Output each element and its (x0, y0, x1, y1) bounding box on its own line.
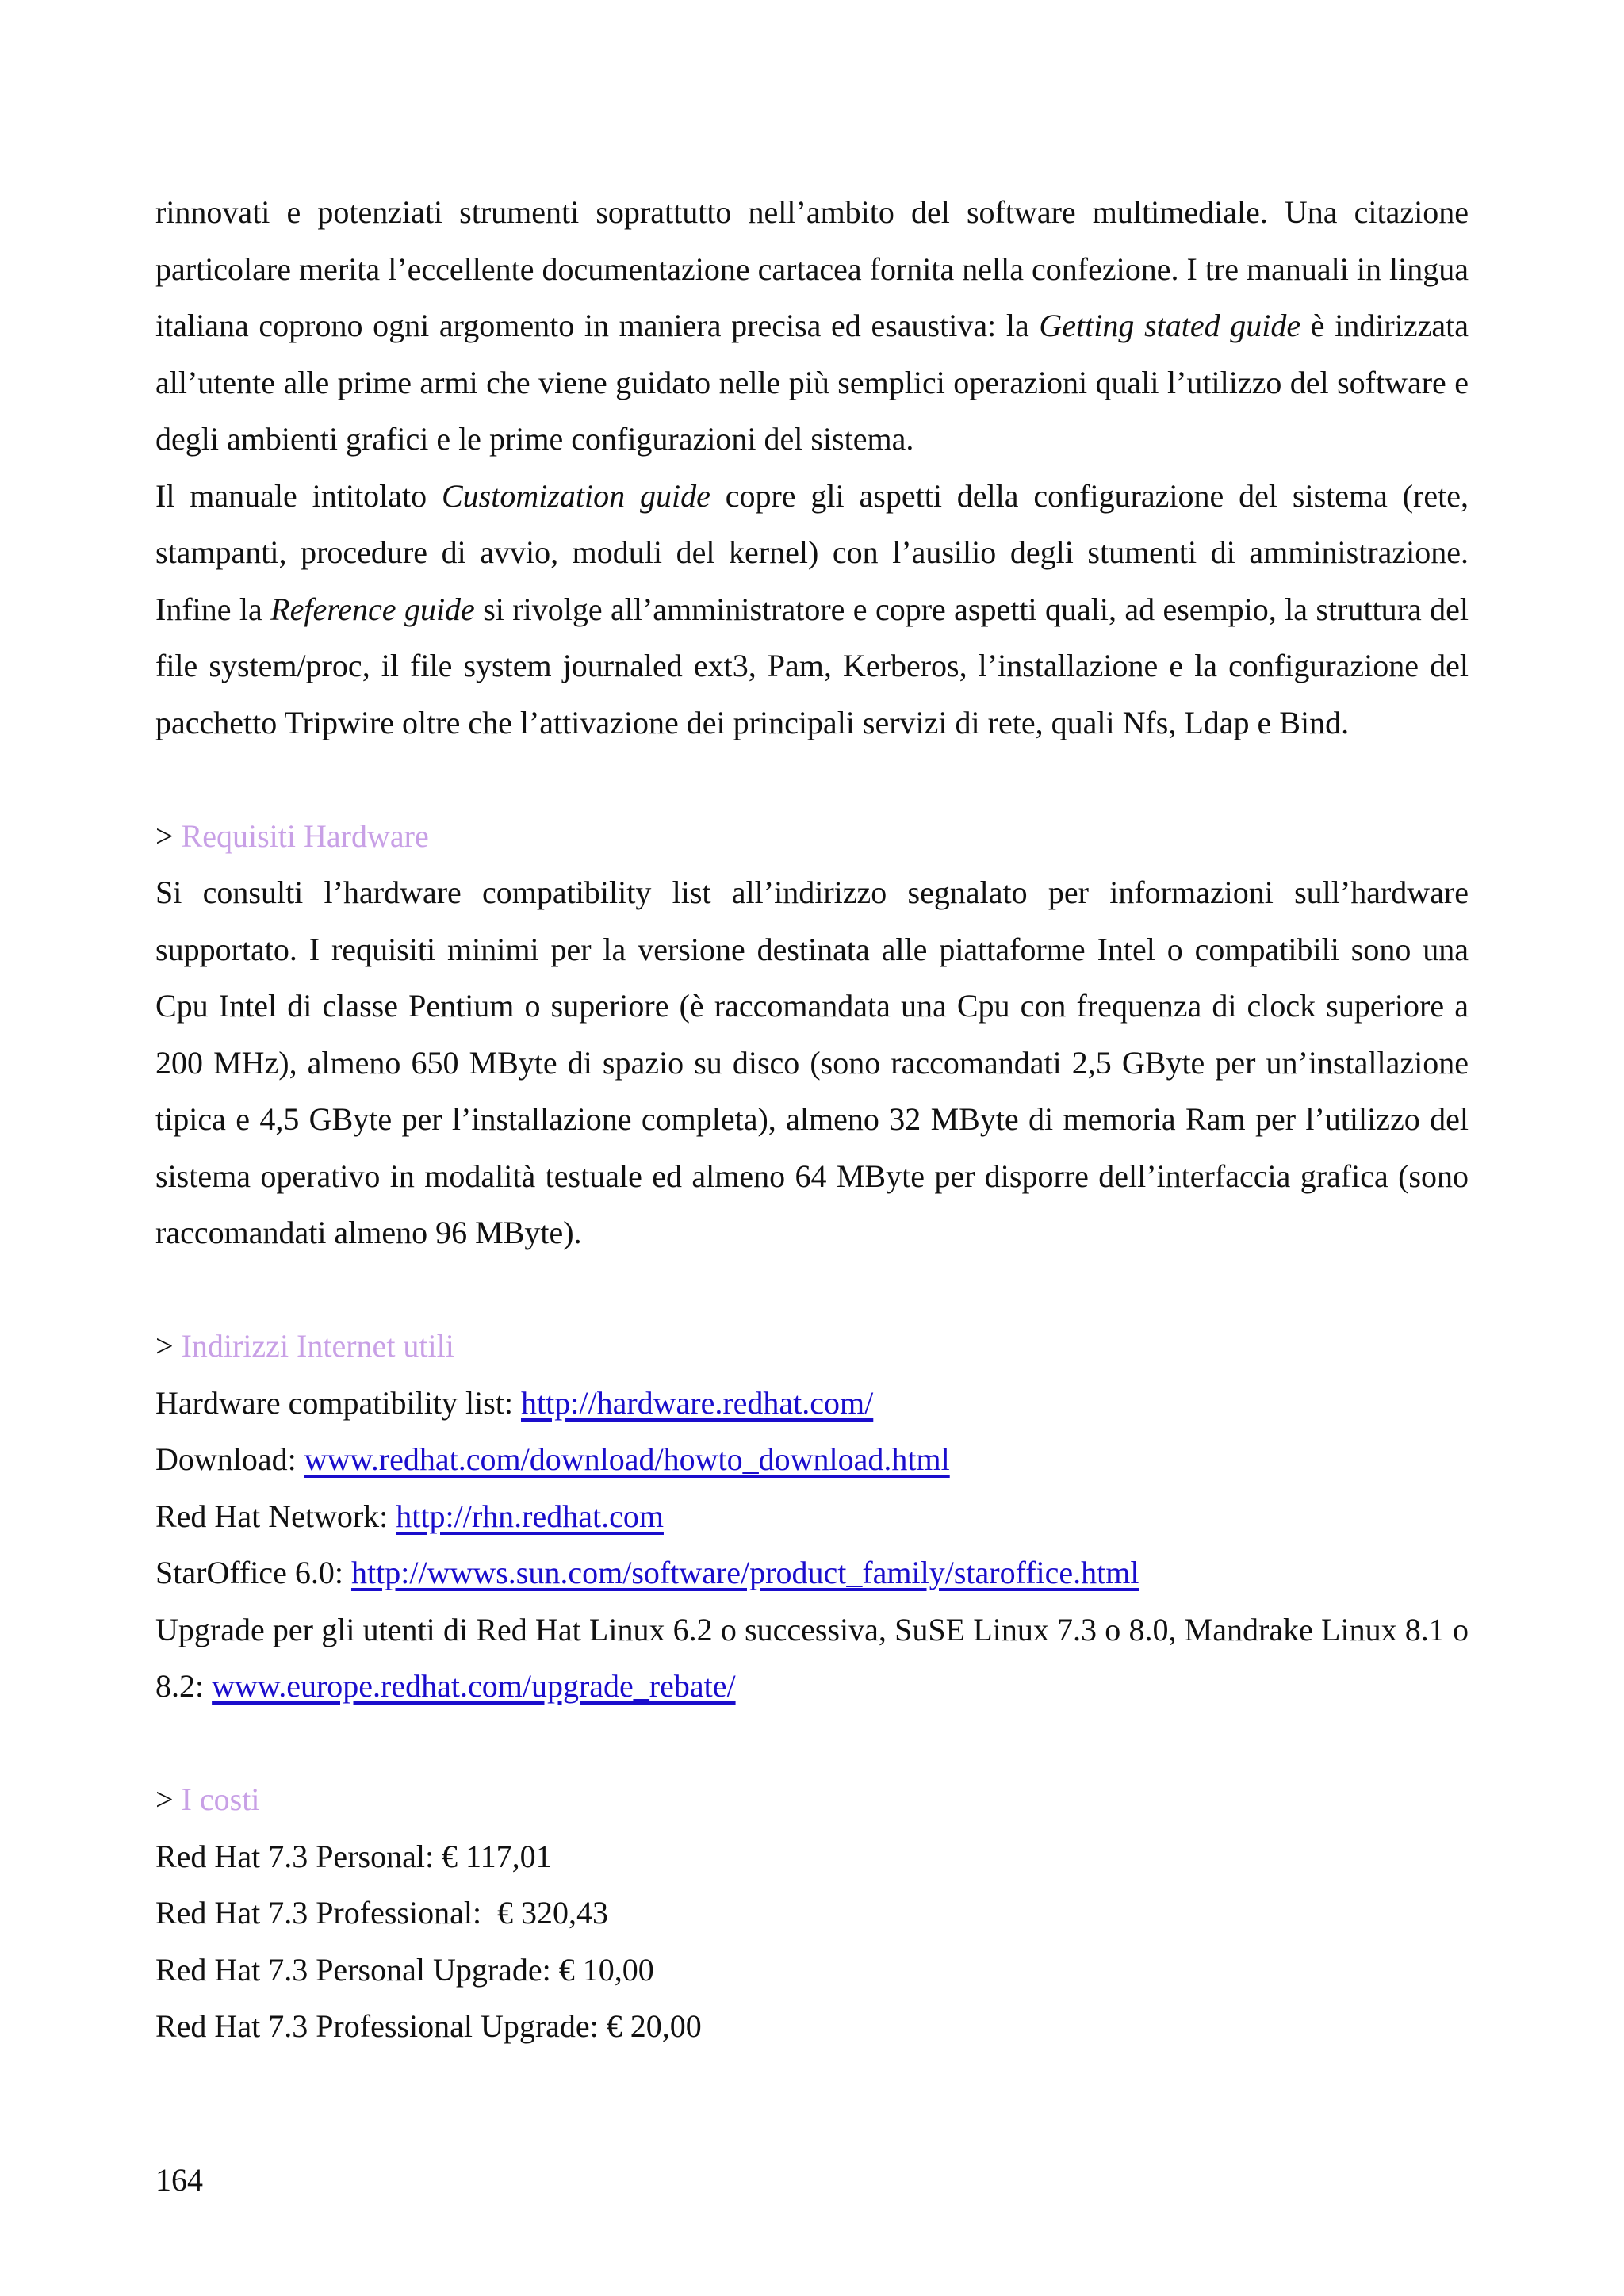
section-heading-costs (155, 1771, 1469, 1828)
hardware-list-link[interactable]: http://hardware.redhat.com/ (521, 1384, 874, 1421)
text-run: è indirizzata all’utente alle prime armi che viene guidato nelle più semplici operazioni quali l’utilizzo del software e degli ambienti grafici e le prime configurazioni del sistema. (155, 308, 1469, 457)
heading-title: I costi (181, 1781, 260, 1817)
reference-guide-title: Reference guide (270, 591, 475, 627)
cost-item-professional: Red Hat 7.3 Professional: € 320,43 (155, 1895, 609, 1931)
link-label: Hardware compatibility list: (155, 1384, 521, 1421)
text-run: copre gli aspetti della configurazione del sistema (rete, stampanti, procedure di avvio, moduli del kernel) con l’ausilio degli stumenti di amministrazione. Infine la (155, 477, 1469, 627)
getting-started-guide-title: Getting stated guide (1039, 308, 1301, 343)
rhn-link[interactable]: http://rhn.redhat.com (396, 1498, 664, 1534)
heading-title: Indirizzi Internet utili (181, 1328, 454, 1364)
intro-paragraph-1 (155, 184, 1469, 468)
section-gap (155, 1715, 1469, 1772)
section-gap (155, 1261, 1469, 1318)
customization-guide-title: Customization guide (441, 477, 710, 514)
upgrade-rebate-link[interactable]: www.europe.redhat.com/upgrade_rebate/ (212, 1668, 736, 1704)
page-number: 164 (155, 2162, 203, 2198)
link-item-download (155, 1431, 1469, 1488)
section-heading-links (155, 1318, 1469, 1375)
download-link[interactable]: www.redhat.com/download/howto_download.html (304, 1441, 950, 1477)
cost-item-personal: Red Hat 7.3 Personal: € 117,01 (155, 1838, 552, 1874)
cost-item-professional-upgrade: Red Hat 7.3 Professional Upgrade: € 20,00 (155, 2008, 702, 2044)
link-label: Upgrade per gli utenti di Red Hat Linux 6.2 o successiva, SuSE Linux 7.3 o 8.0, Mandrake Linux 8.1 o 8.2: (155, 1611, 1469, 1704)
section-gap (155, 751, 1469, 808)
link-label: Download: (155, 1441, 304, 1477)
document-page (155, 184, 1469, 2055)
text-run: si rivolge all’amministratore e copre aspetti quali, ad esempio, la struttura del file system/proc, il file system journaled ext3, Pam, Kerberos, l’installazione e la configurazione del pacchetto Tripwire oltre che l’attivazione dei principali servizi di rete, quali Nfs, Ldap e Bind. (155, 591, 1469, 740)
intro-paragraph-2 (155, 468, 1469, 752)
link-label: Red Hat Network: (155, 1498, 396, 1534)
link-label: StarOffice 6.0: (155, 1555, 351, 1590)
link-item-hardware-list (155, 1375, 1469, 1432)
link-item-rhn (155, 1488, 1469, 1545)
cost-item-personal-upgrade: Red Hat 7.3 Personal Upgrade: € 10,00 (155, 1951, 654, 1988)
text-run: rinnovati e potenziati strumenti soprattutto nell’ambito del software multimediale. Una citazione particolare merita l’eccellente documentazione cartacea fornita nella confezione. I tre manuali in lingua italiana coprono ogni argomento in maniera precisa ed esaustiva: la (155, 194, 1469, 343)
heading-marker: > (155, 1781, 174, 1817)
text-run: Il manuale intitolato (155, 477, 442, 514)
heading-title: Requisiti Hardware (181, 817, 429, 854)
hardware-paragraph: Si consulti l’hardware compatibility list all’indirizzo segnalato per informazioni sull’hardware supportato. I requisiti minimi per la versione destinata alle piattaforme Intel o compatibili sono una Cpu Intel di classe Pentium o superiore (è raccomandata una Cpu con frequenza di clock superiore a 200 MHz), almeno 650 MByte di spazio su disco (sono raccomandati 2,5 GByte per un’installazione tipica e 4,5 GByte per l’installazione completa), almeno 32 MByte di memoria Ram per l’utilizzo del sistema operativo in modalità testuale ed almeno 64 MByte per disporre dell’interfaccia grafica (sono raccomandati almeno 96 MByte). (155, 874, 1469, 1250)
link-item-upgrade (155, 1601, 1469, 1715)
heading-marker: > (155, 1328, 174, 1364)
section-heading-hardware (155, 808, 1469, 865)
heading-marker: > (155, 817, 174, 854)
staroffice-link[interactable]: http://wwws.sun.com/software/product_family/staroffice.html (350, 1555, 1139, 1590)
link-item-staroffice (155, 1544, 1469, 1601)
